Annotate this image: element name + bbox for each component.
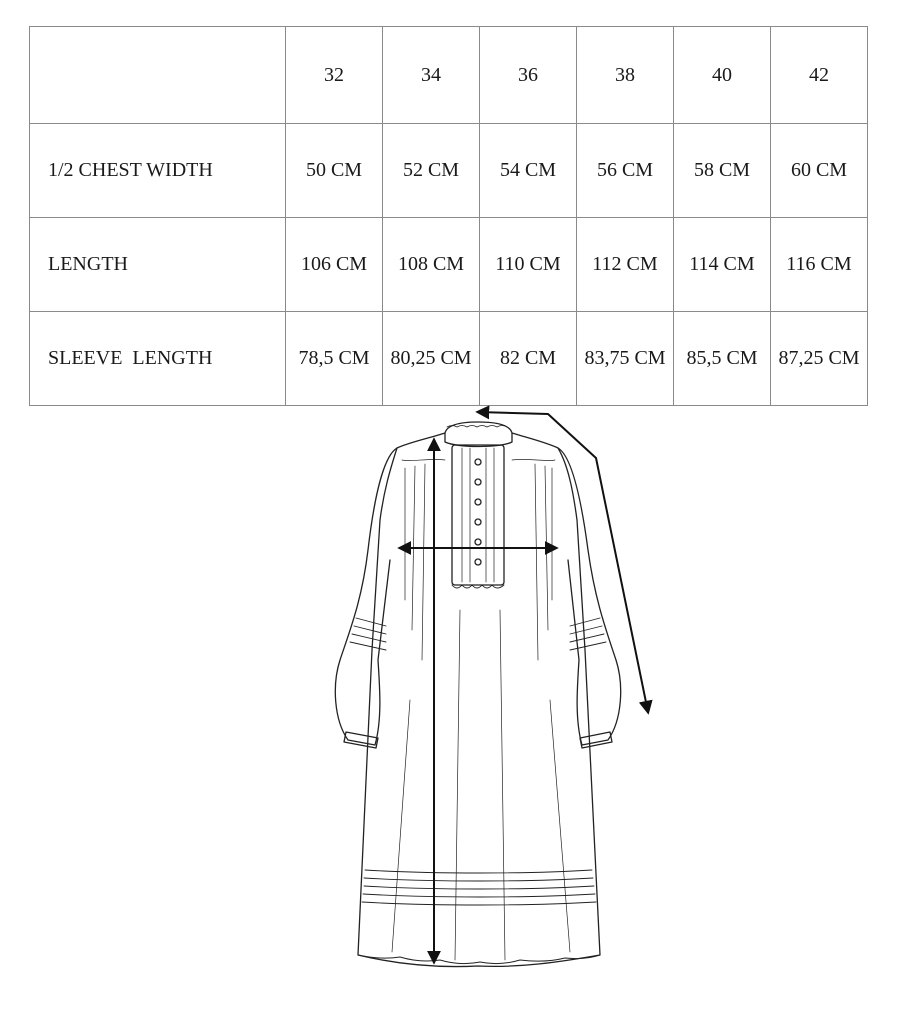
skirt-folds bbox=[392, 610, 570, 960]
measurement-cell: 60 CM bbox=[771, 124, 868, 218]
measurement-cell: 110 CM bbox=[480, 218, 577, 312]
placket-buttons bbox=[475, 459, 481, 565]
measurement-cell: 108 CM bbox=[383, 218, 480, 312]
right-sleeve bbox=[558, 448, 621, 745]
measurement-cell: 56 CM bbox=[577, 124, 674, 218]
measurement-cell: 83,75 CM bbox=[577, 312, 674, 406]
left-sleeve bbox=[335, 448, 397, 745]
measurement-cell: 87,25 CM bbox=[771, 312, 868, 406]
measurement-cell: 54 CM bbox=[480, 124, 577, 218]
size-header-cell: 40 bbox=[674, 27, 771, 124]
skirt-lace-bands bbox=[362, 870, 596, 905]
measurement-cell: 114 CM bbox=[674, 218, 771, 312]
header-empty-cell bbox=[30, 27, 286, 124]
size-header-cell: 38 bbox=[577, 27, 674, 124]
measurement-cell: 116 CM bbox=[771, 218, 868, 312]
row-label: SLEEVE LENGTH bbox=[30, 312, 286, 406]
measurement-cell: 78,5 CM bbox=[286, 312, 383, 406]
measurement-cell: 50 CM bbox=[286, 124, 383, 218]
measurement-row-sleeve bbox=[30, 312, 868, 406]
size-header-cell: 42 bbox=[771, 27, 868, 124]
size-header-row bbox=[30, 27, 868, 124]
size-header-cell: 36 bbox=[480, 27, 577, 124]
measurement-cell: 80,25 CM bbox=[383, 312, 480, 406]
dress-illustration bbox=[0, 400, 900, 1012]
collar-lace bbox=[447, 426, 507, 428]
measurement-cell: 52 CM bbox=[383, 124, 480, 218]
measurement-row-length bbox=[30, 218, 868, 312]
measurement-cell: 58 CM bbox=[674, 124, 771, 218]
size-header-cell: 32 bbox=[286, 27, 383, 124]
dress-body-outline bbox=[358, 433, 600, 967]
measurement-cell: 106 CM bbox=[286, 218, 383, 312]
size-chart-table bbox=[29, 26, 868, 406]
measurement-cell: 112 CM bbox=[577, 218, 674, 312]
measurement-row-chest bbox=[30, 124, 868, 218]
size-header-cell: 34 bbox=[383, 27, 480, 124]
row-label: 1/2 CHEST WIDTH bbox=[30, 124, 286, 218]
row-label: LENGTH bbox=[30, 218, 286, 312]
measurement-cell: 85,5 CM bbox=[674, 312, 771, 406]
measurement-cell: 82 CM bbox=[480, 312, 577, 406]
